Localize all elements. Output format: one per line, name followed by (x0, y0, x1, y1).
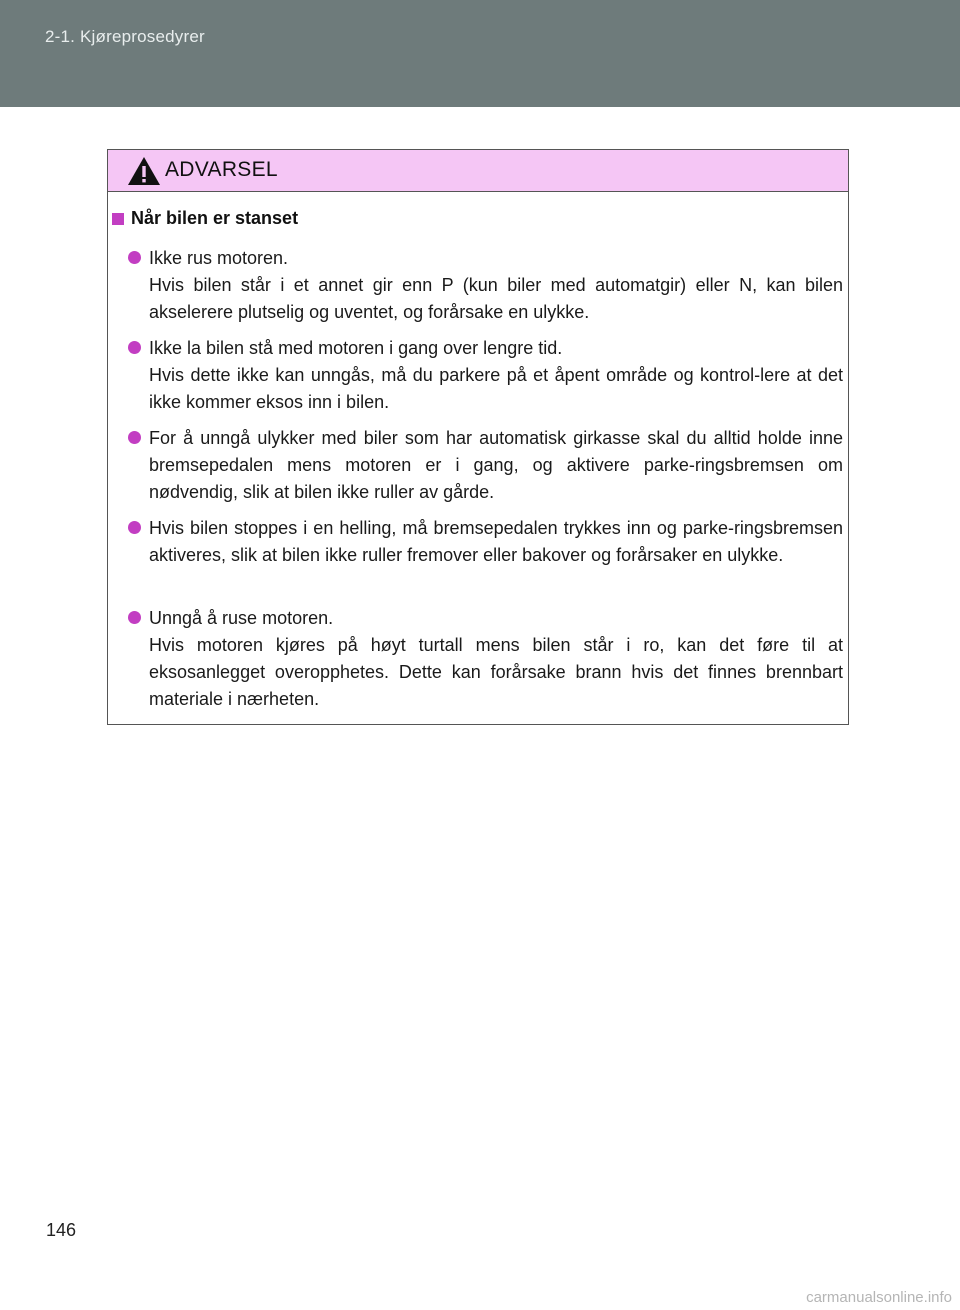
header-band (0, 0, 960, 107)
warning-title: ADVARSEL (165, 158, 278, 181)
bullet-item (128, 605, 843, 713)
page-number: 146 (46, 1220, 77, 1240)
bullet-first-line: Ikke rus motoren. (149, 248, 289, 268)
bullet-item (128, 515, 843, 569)
bullet-text: Hvis motoren kjøres på høyt turtall mens bilen står i ro, kan det føre til at eksosanlegget overopphetes. Dette kan forårsake brann hvis det finnes brennbart materiale i nærheten. (149, 635, 843, 709)
warning-header (108, 150, 848, 192)
circle-bullet-icon (128, 611, 141, 624)
subheading-label: Når bilen er stanset (131, 208, 299, 228)
watermark: carmanualsonline.info (806, 1289, 952, 1306)
bullet-item (128, 245, 843, 326)
bullet-text: Hvis bilen står i et annet gir enn P (kun biler med automatgir) eller N, kan bilen akselerere plutselig og uventet, og forårsake en ulykke. (149, 275, 843, 322)
bullet-item (128, 425, 843, 506)
circle-bullet-icon (128, 521, 141, 534)
bullet-text: Hvis dette ikke kan unngås, må du parkere på et åpent område og kontrol-lere at det ikke kommer eksos inn i bilen. (149, 365, 843, 412)
bullet-text: For å unngå ulykker med biler som har automatisk girkasse skal du alltid holde inne bremsepedalen mens motoren er i gang, og aktivere parke-ringsbremsen om nødvendig, slik at bilen ikke ruller av gårde. (149, 428, 843, 502)
warning-box (107, 149, 849, 725)
bullet-first-line: Unngå å ruse motoren. (149, 608, 334, 628)
circle-bullet-icon (128, 341, 141, 354)
subheading (112, 208, 298, 229)
warning-triangle-icon (126, 155, 162, 187)
square-bullet-icon (112, 213, 124, 225)
circle-bullet-icon (128, 251, 141, 264)
bullet-first-line: Ikke la bilen stå med motoren i gang over lengre tid. (149, 338, 563, 358)
bullet-text: Hvis bilen stoppes i en helling, må bremsepedalen trykkes inn og parke-ringsbremsen aktiveres, slik at bilen ikke ruller fremover eller bakover og forårsaker en ulykke. (149, 518, 843, 565)
bullet-item (128, 335, 843, 416)
circle-bullet-icon (128, 431, 141, 444)
section-title: 2-1. Kjøreprosedyrer (45, 27, 205, 46)
